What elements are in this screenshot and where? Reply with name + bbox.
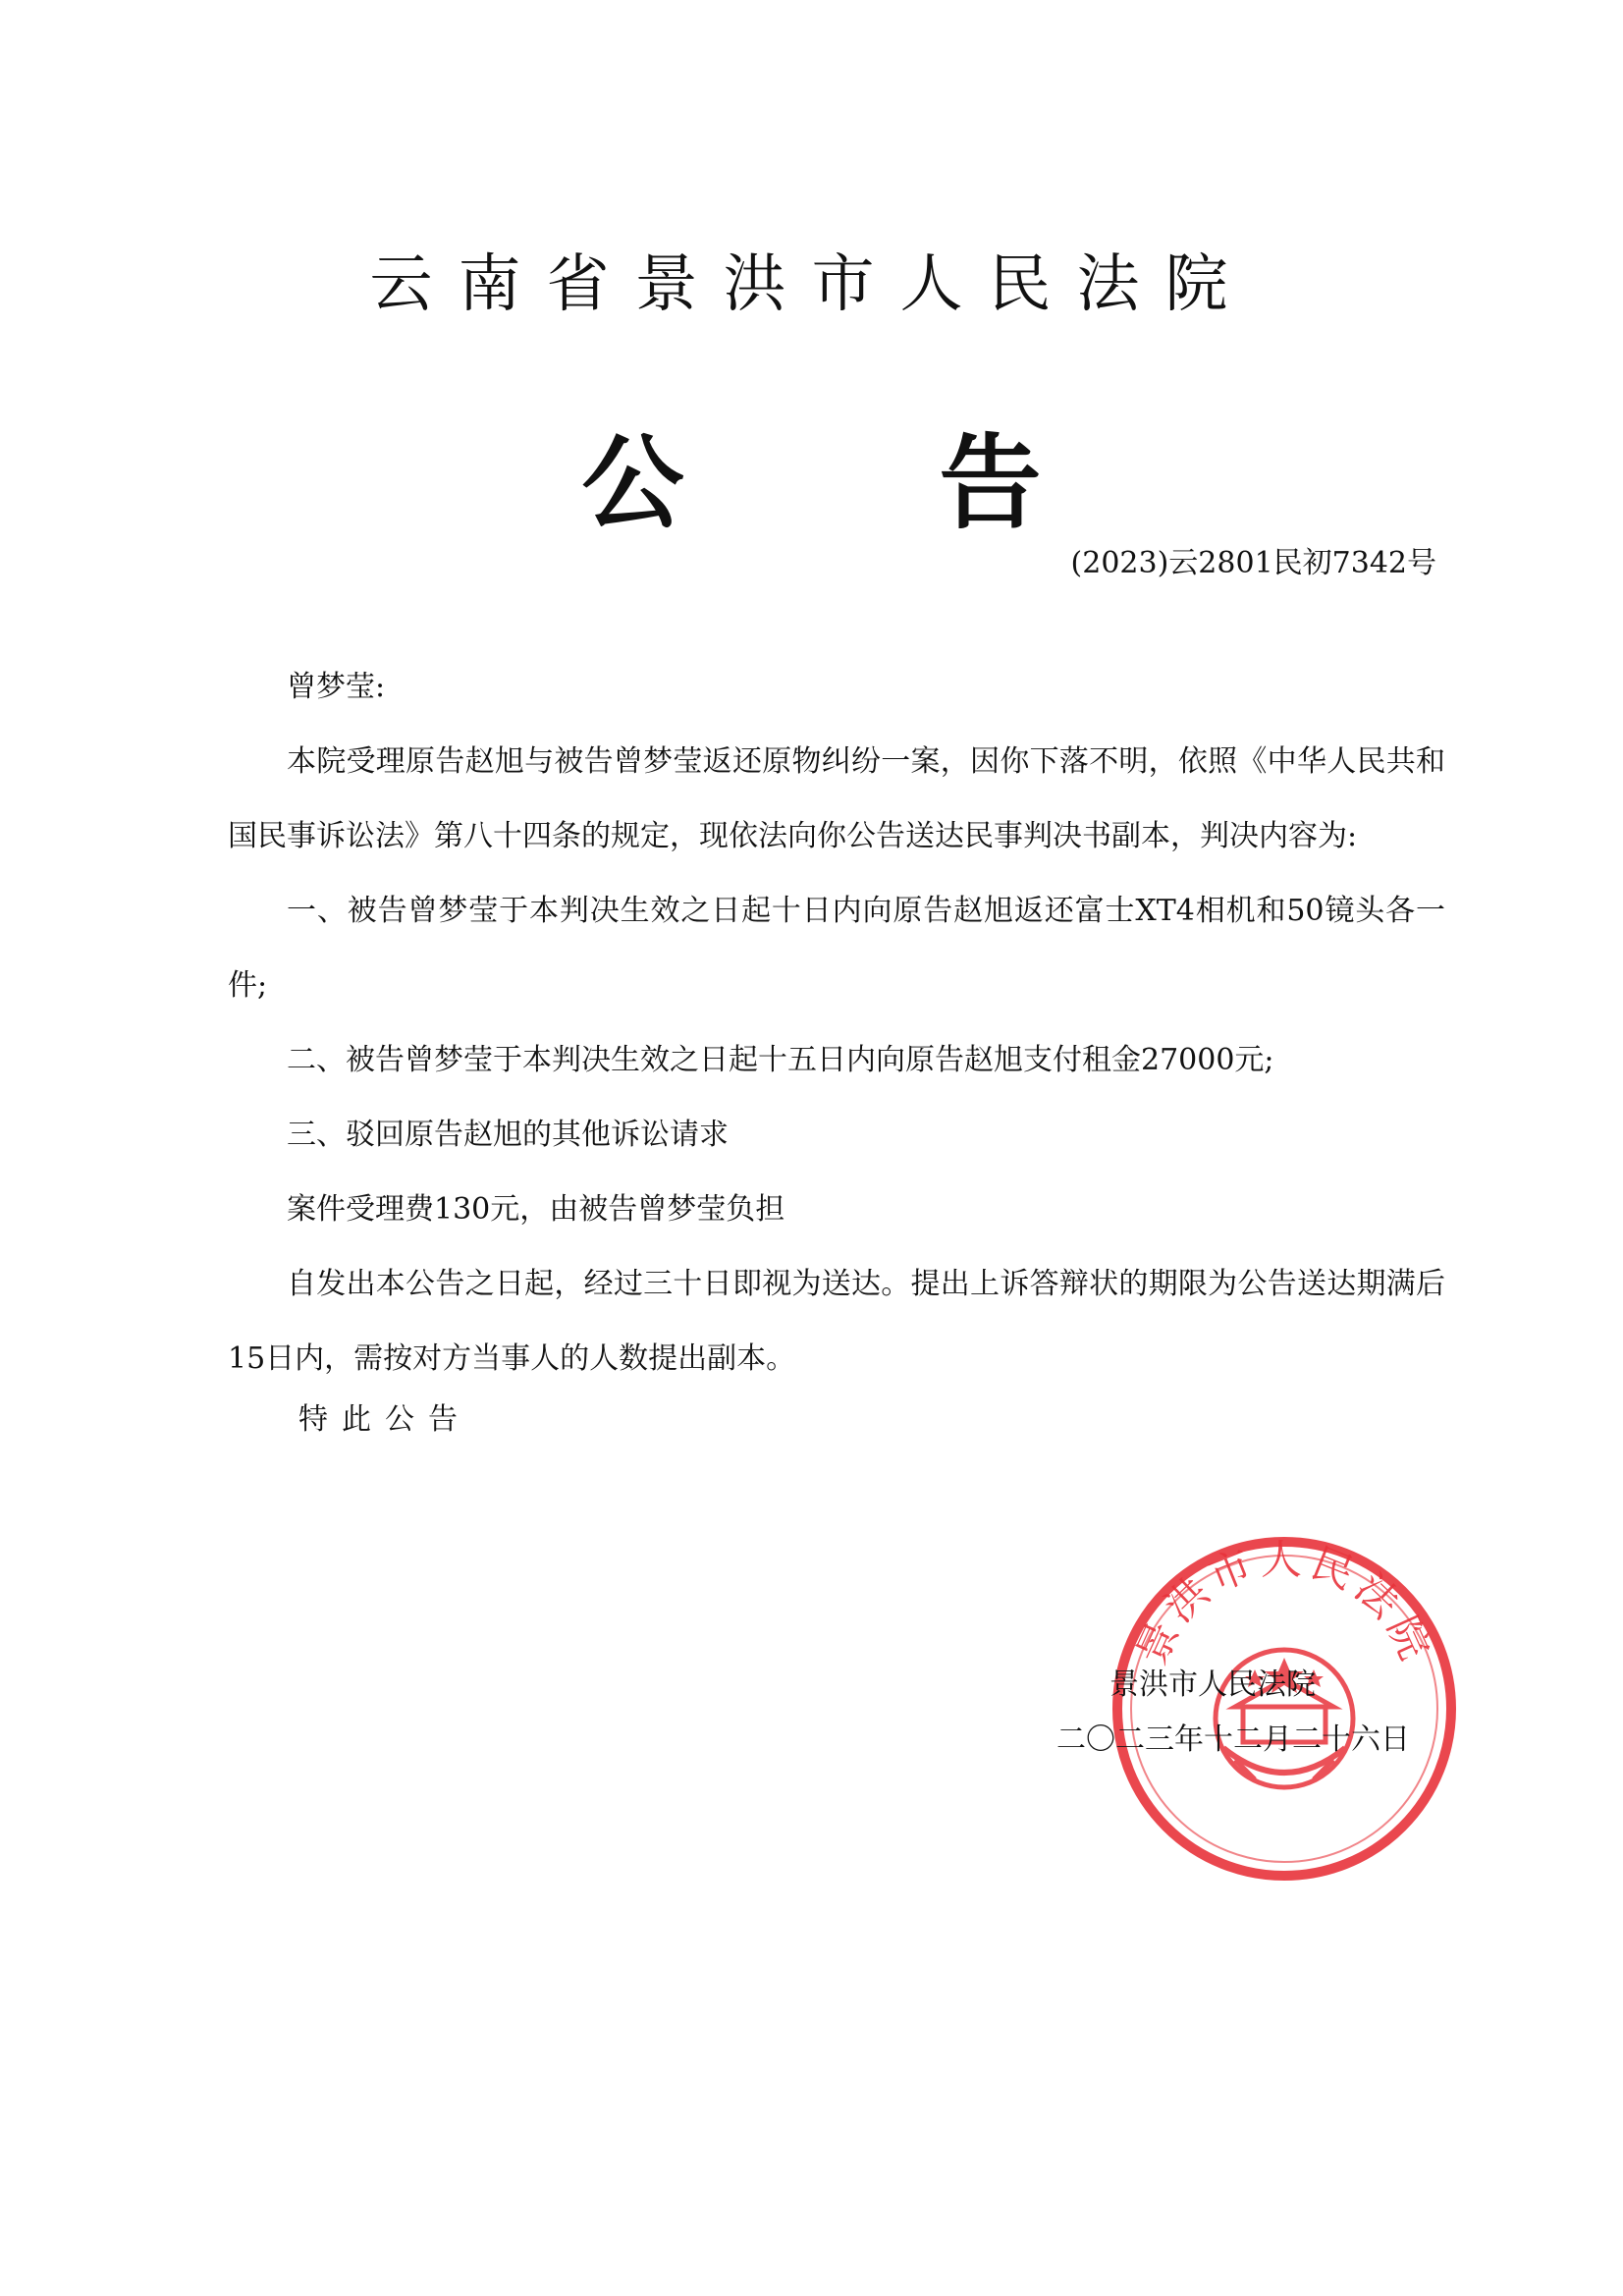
seal-text: 景洪市人民法院 (1126, 1535, 1442, 1672)
court-name-heading: 云南省景洪市人民法院 (369, 248, 1254, 321)
notice-title (0, 401, 1623, 548)
intro-paragraph: 本院受理原告赵旭与被告曾梦莹返还原物纠纷一案，因你下落不明，依照《中华人民共和国民事诉讼法》第八十四条的规定，现依法向你公告送达民事判决书副本，判决内容为: (228, 744, 1445, 853)
case-number: (2023)云2801民初7342号 (1070, 546, 1436, 580)
addressee: 曾梦莹: (287, 670, 386, 704)
service-paragraph: 自发出本公告之日起，经过三十日即视为送达。提出上诉答辩状的期限为公告送达期满后15日内，需按对方当事人的人数提出副本。 (228, 1267, 1445, 1376)
notice-title-char-1: 公 (581, 423, 684, 543)
court-seal-icon (1108, 1532, 1461, 1886)
judgment-item-1: 一、被告曾梦莹于本判决生效之日起十日内向原告赵旭返还富士XT4相机和50镜头各一件; (228, 894, 1445, 1003)
signature-court: 景洪市人民法院 (1109, 1667, 1316, 1702)
judgment-item-3: 三、驳回原告赵旭的其他诉讼请求 (287, 1118, 729, 1152)
notice-title-char-2: 告 (939, 423, 1042, 543)
signature-date: 二〇二三年十二月二十六日 (1056, 1722, 1410, 1757)
fee-paragraph: 案件受理费130元，由被告曾梦莹负担 (287, 1192, 785, 1227)
judgment-item-2: 二、被告曾梦莹于本判决生效之日起十五日内向原告赵旭支付租金27000元; (287, 1043, 1274, 1077)
closing-line: 特此公告 (298, 1402, 471, 1437)
